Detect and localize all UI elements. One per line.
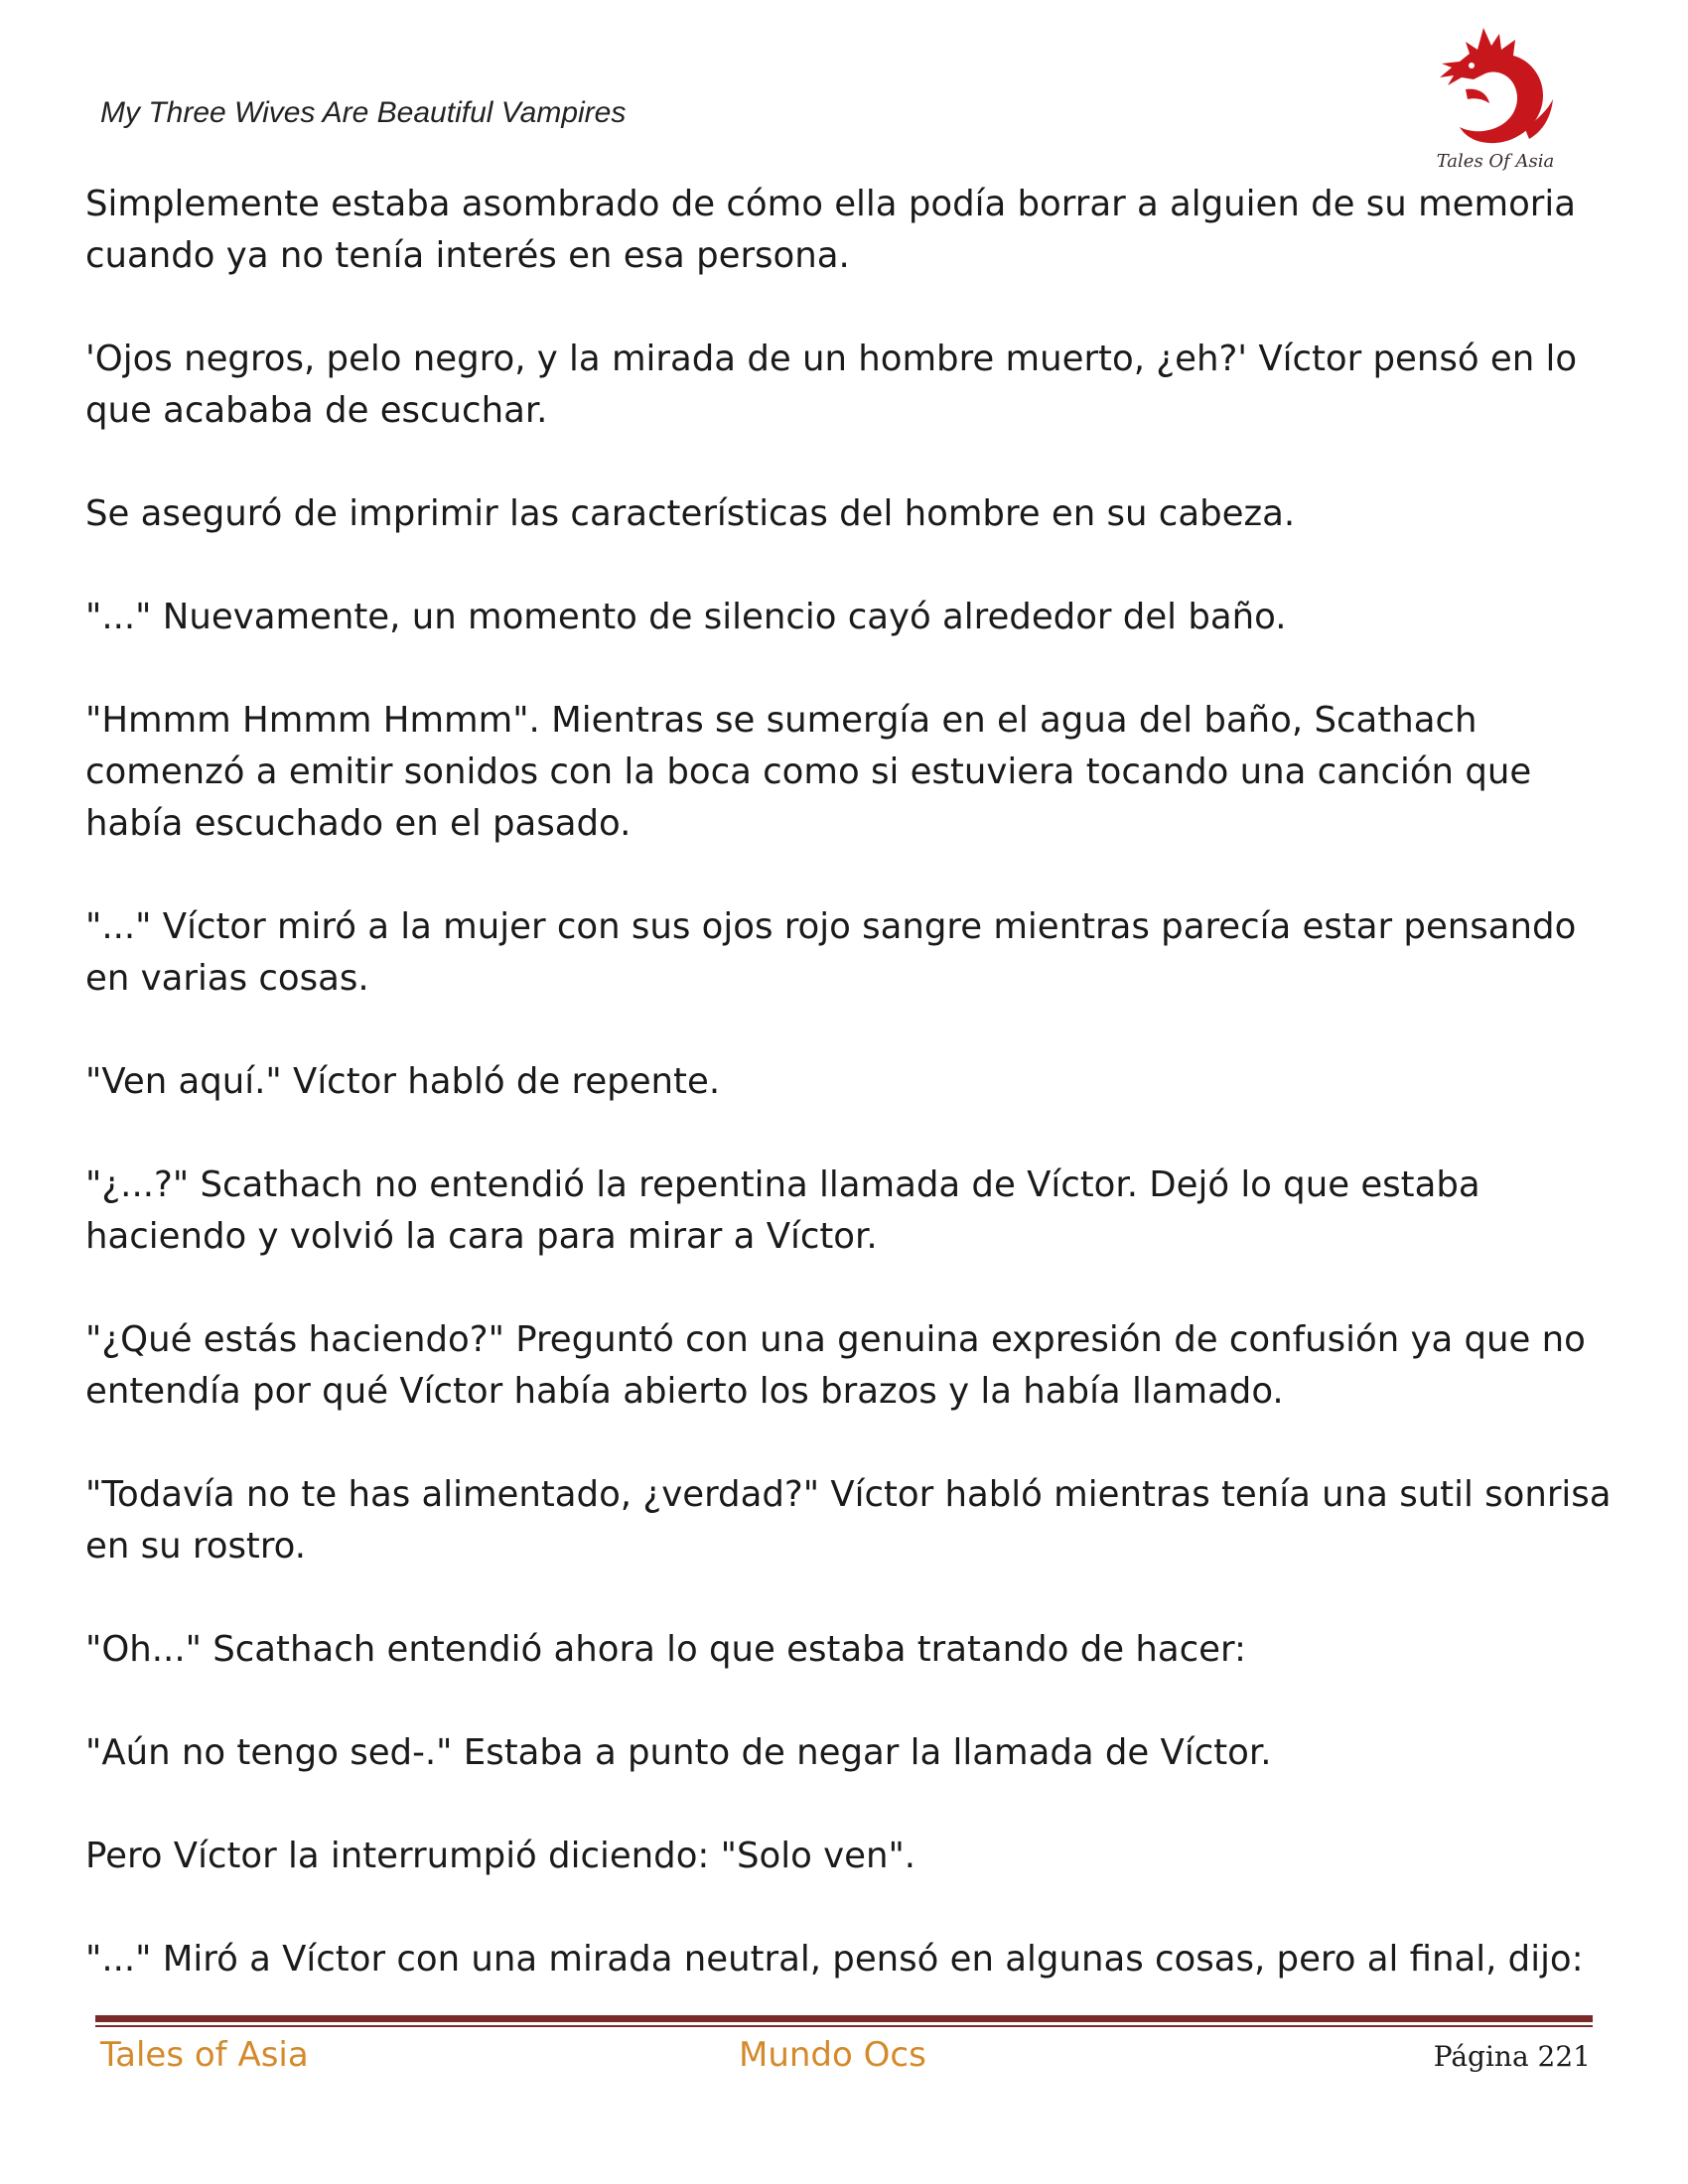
page-number: Página 221 [1433, 2040, 1591, 2073]
paragraph: "¿...?" Scathach no entendió la repentina llamada de Víctor. Dejó lo que estaba haciendo y volvió la cara para mirar a Víctor. [85, 1164, 1480, 1257]
paragraph: "Oh..." Scathach entendió ahora lo que estaba tratando de hacer: [85, 1629, 1246, 1670]
footer-section: Mundo Ocs [739, 2035, 926, 2075]
paragraph: "Hmmm Hmmm Hmmm". Mientras se sumergía en el agua del baño, Scathach comenzó a emitir sonidos con la boca como si estuviera tocando una canción que había escuchado en el pasado. [85, 700, 1532, 844]
footer-divider [95, 2015, 1593, 2022]
book-title: My Three Wives Are Beautiful Vampires [100, 96, 627, 129]
paragraph: "Ven aquí." Víctor habló de repente. [85, 1061, 721, 1102]
paragraph: "..." Nuevamente, un momento de silencio cayó alrededor del baño. [85, 597, 1287, 637]
footer-divider-thin [95, 2025, 1593, 2027]
logo-text: Tales Of Asia [1436, 151, 1555, 172]
paragraph: "¿Qué estás haciendo?" Preguntó con una genuina expresión de confusión ya que no entendía por qué Víctor había abierto los brazos y la había llamado. [85, 1319, 1586, 1412]
paragraph: "Todavía no te has alimentado, ¿verdad?" Víctor habló mientras tenía una sutil sonrisa en su rostro. [85, 1474, 1612, 1567]
paragraph: "..." Víctor miró a la mujer con sus ojos rojo sangre mientras parecía estar pensando en varias cosas. [85, 906, 1577, 999]
dragon-logo-icon [1426, 20, 1565, 154]
paragraph: Se aseguró de imprimir las características del hombre en su cabeza. [85, 493, 1296, 534]
footer-publisher: Tales of Asia [100, 2035, 309, 2075]
paragraph: 'Ojos negros, pelo negro, y la mirada de un hombre muerto, ¿eh?' Víctor pensó en lo que acababa de escuchar. [85, 339, 1578, 431]
paragraph: "..." Miró a Víctor con una mirada neutral, pensó en algunas cosas, pero al final, dijo: [85, 1939, 1584, 1979]
tales-of-asia-logo [1426, 20, 1565, 179]
paragraph: "Aún no tengo sed-." Estaba a punto de negar la llamada de Víctor. [85, 1732, 1272, 1773]
paragraph: Simplemente estaba asombrado de cómo ella podía borrar a alguien de su memoria cuando ya no tenía interés en esa persona. [85, 184, 1577, 276]
chapter-body [85, 179, 1615, 1985]
paragraph: Pero Víctor la interrumpió diciendo: "Solo ven". [85, 1836, 916, 1876]
